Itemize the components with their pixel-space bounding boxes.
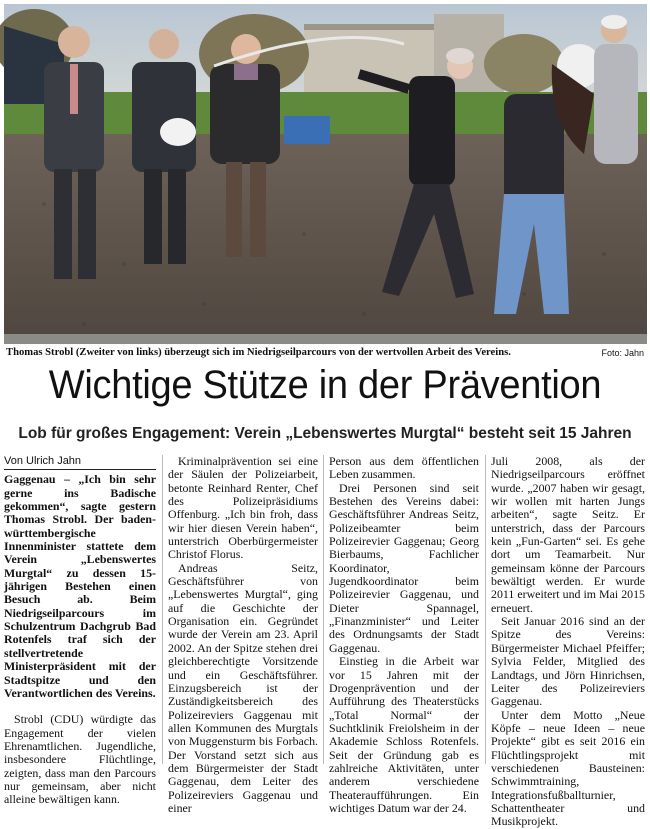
- paragraph: Person aus dem öffentlichen Leben zusammen.: [329, 454, 479, 482]
- paragraph: Drei Personen sind seit Bestehen des Vereins dabei: Geschäftsführer Andreas Seitz, Polizeibeamter beim Polizeirevier Gaggenau; Georg Bierbaums, Fachlicher Koordinator, Jugendkoordinator beim Polizeirevier Gaggenau, und Dieter Spannagel, „Finanzminister“ und Leiter des Ordnungsamts der Stadt Gaggenau.: [329, 480, 479, 655]
- article-photo: [4, 4, 647, 344]
- byline: Von Ulrich Jahn: [4, 455, 156, 470]
- paragraph: Einstieg in die Arbeit war vor 15 Jahren mit der Drogenprävention und der Aufführung des Theaterstücks „Total Normal“ der Suchtklinik Freiolsheim in der Akademie Schloss Rotenfels. Seit der Gründung gab es zahlreiche Aktivitäten, unter anderem verschiedene Theateraufführungen. Ein wichtiges Datum war der 24.: [329, 654, 479, 815]
- paragraph: Juli 2008, als der Niedrigseilparcours eröffnet wurde. „2007 haben wir gesagt, wir wollen mit harten Jungs arbeiten“, sagte Seitz. Er unterstrich, dass der Parcours kein „Fun-Garten“ sei. Es gehe dort um Teamarbeit. Nur gemeinsam könne der Parcours bewältigt werden. Er wurde 2011 erweitert und im Mai 2015 erneuert.: [491, 454, 645, 615]
- article-column-1: [4, 455, 156, 807]
- column-divider: [323, 455, 324, 764]
- article-column-3: [329, 454, 479, 815]
- article-column-2: [168, 454, 318, 815]
- article-column-4: [491, 454, 645, 829]
- paragraph: Andreas Seitz, Geschäftsführer von „Lebenswertes Murgtal“, ging auf die Geschichte der Organisation ein. Gegründet wurde der Verein am 23. April 2002. An der Spitze stehen drei gleichberechtigte Vorsitzende und ein Geschäftsführer. Einzugsbereich ist der Zuständigkeitsbereich des Polizeireviers Gaggenau mit allen Kommunen des Murgtals von Muggensturm bis Forbach. Der Vorstand setzt sich aus dem Bürgermeister der Stadt Gaggenau, dem Leiter des Polizeireviers Gaggenau und einer: [168, 560, 318, 815]
- column-divider: [485, 455, 486, 764]
- paragraph: Unter dem Motto „Neue Köpfe – neue Ideen – neue Projekte“ gibt es seit 2016 ein Flüchtlingsprojekt mit verschiedenen Bausteinen: Schwimmtraining, Integrationsfußballturnier, Schattentheater und Musikprojekt.: [491, 707, 645, 829]
- column-divider: [162, 455, 163, 764]
- photo-illustration: [4, 4, 647, 344]
- headline: Wichtige Stütze in der Prävention: [48, 363, 602, 407]
- paragraph: Strobl (CDU) würdigte das Engagement der vielen Ehrenamtlichen. Jugendliche, insbesondere Flüchtlinge, zeigten, dass man den Parcours nur gemeinsam, aber nicht alleine bewältigen kann.: [4, 712, 156, 807]
- subheadline: Lob für großes Engagement: Verein „Lebenswertes Murgtal“ besteht seit 15 Jahren: [18, 425, 632, 442]
- paragraph: Kriminalprävention sei eine der Säulen der Polizeiarbeit, betonte Reinhard Renter, Chef des Polizeipräsidiums Offenburg. „Ich bin froh, dass wir hier diesen Verein haben“, unterstrich Oberbürgermeister Christof Florus.: [168, 454, 318, 562]
- photo-caption: [6, 346, 646, 360]
- paragraph: Seit Januar 2016 sind an der Spitze des Vereins: Bürgermeister Michael Pfeiffer; Sylvia Felder, Mitglied des Landtags, und Jörn Hinrichsen, Leiter des Polizeireviers Gaggenau.: [491, 614, 645, 709]
- caption-text: Thomas Strobl (Zweiter von links) überzeugt sich im Niedrigseilparcours von der wertvollen Arbeit des Vereins.: [6, 347, 511, 358]
- lead-paragraph: Gaggenau – „Ich bin sehr gerne ins Badische gekommen“, sagte gestern Thomas Strobl. Der baden-württembergische Innenminister stattete dem Verein „Lebenswertes Murgtal“ zu dessen 15-jährigen Bestehen einen Besuch ab. Beim Niedrigseilparcours im Schulzentrum Dachgrub Bad Rotenfels traf sich der stellvertretende Ministerpräsident mit der Stadtspitze und den Verantwortlichen des Vereins.: [4, 472, 156, 700]
- photo-credit: Foto: Jahn: [601, 348, 644, 358]
